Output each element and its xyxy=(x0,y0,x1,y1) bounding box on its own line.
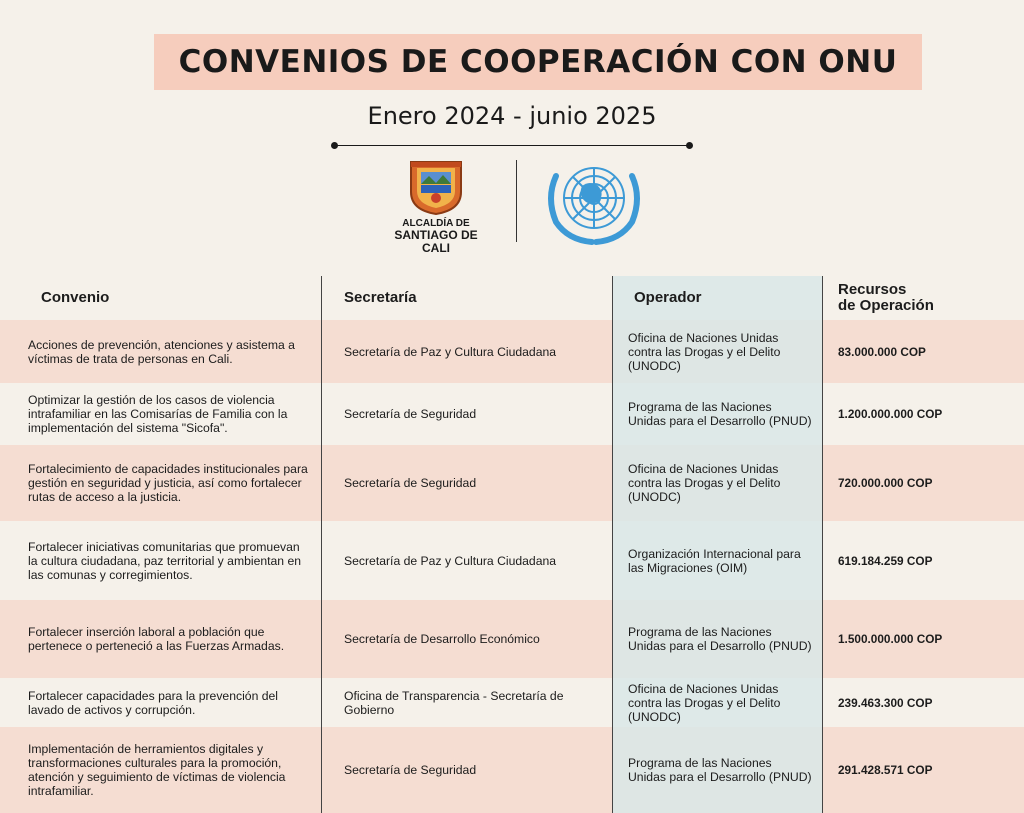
convenio-cell: Fortalecer iniciativas comunitarias que promuevan la cultura ciudadana, paz territorial y ambientan en las comunas y corregimientos. xyxy=(28,539,302,582)
secretaria-cell: Secretaría de Paz y Cultura Ciudadana xyxy=(344,553,557,568)
convenio-cell: Implementación de herramientos digitales y transformaciones culturales para la promoción, atención y seguimiento de víctimas de violencia intrafamiliar. xyxy=(28,742,286,798)
secretaria-cell: Secretaría de Seguridad xyxy=(344,407,477,421)
recursos-cell: 1.200.000.000 COP xyxy=(838,407,943,421)
recursos-cell: 291.428.571 COP xyxy=(838,763,933,777)
operador-cell: Oficina de Naciones Unidas contra las Drogas y el Delito (UNODC) xyxy=(628,462,781,504)
header-recursos: Recursos de Operación xyxy=(838,281,934,314)
recursos-cell: 619.184.259 COP xyxy=(838,553,933,568)
operador-cell: Programa de las Naciones Unidas para el Desarrollo (PNUD) xyxy=(628,400,812,428)
operador-cell: Oficina de Naciones Unidas contra las Drogas y el Delito (UNODC) xyxy=(628,681,781,724)
convenio-cell: Acciones de prevención, atenciones y asistema a víctimas de trata de personas en Cali. xyxy=(28,337,295,366)
secretaria-cell: Secretaría de Seguridad xyxy=(344,763,477,777)
column-divider xyxy=(822,276,823,813)
operador-cell: Oficina de Naciones Unidas contra las Drogas y el Delito (UNODC) xyxy=(628,330,781,373)
cali-coat-of-arms-icon xyxy=(407,158,465,216)
page-subtitle: Enero 2024 - junio 2025 xyxy=(367,102,657,130)
cali-logo xyxy=(380,158,492,255)
operador-cell: Programa de las Naciones Unidas para el Desarrollo (PNUD) xyxy=(628,625,812,653)
recursos-cell: 83.000.000 COP xyxy=(838,344,926,359)
header-divider xyxy=(334,145,690,146)
un-emblem-icon xyxy=(542,156,646,246)
secretaria-cell: Secretaría de Paz y Cultura Ciudadana xyxy=(344,344,557,359)
convenio-cell: Fortalecer capacidades para la prevención del lavado de activos y corrupción. xyxy=(28,688,278,717)
recursos-cell: 239.463.300 COP xyxy=(838,695,933,710)
un-logo xyxy=(542,156,646,251)
column-divider xyxy=(612,276,613,813)
convenio-cell: Fortalecimiento de capacidades institucionales para gestión en seguridad y justicia, así como fortalecer rutas de acceso a la justicia. xyxy=(28,462,308,504)
recursos-cell: 1.500.000.000 COP xyxy=(838,632,943,646)
cali-logo-line2: SANTIAGO DE CALI xyxy=(394,228,478,255)
header-convenio: Convenio xyxy=(41,289,110,306)
header-secretaria: Secretaría xyxy=(344,289,417,306)
secretaria-cell: Secretaría de Seguridad xyxy=(344,476,477,490)
operador-cell: Organización Internacional para las Migraciones (OIM) xyxy=(628,546,801,575)
operador-cell: Programa de las Naciones Unidas para el Desarrollo (PNUD) xyxy=(628,756,812,784)
page-title: CONVENIOS DE COOPERACIÓN CON ONU xyxy=(178,44,898,80)
column-divider xyxy=(321,276,322,813)
convenio-cell: Fortalecer inserción laboral a población que pertenece o perteneció a las Fuerzas Armadas. xyxy=(28,625,285,653)
secretaria-cell: Oficina de Transparencia - Secretaría de Gobierno xyxy=(344,688,564,717)
logo-separator xyxy=(516,160,517,242)
secretaria-cell: Secretaría de Desarrollo Económico xyxy=(344,632,540,646)
convenio-cell: Optimizar la gestión de los casos de violencia intrafamiliar en las Comisarías de Familia con la implementación del sistema "Sicofa". xyxy=(28,393,288,435)
recursos-cell: 720.000.000 COP xyxy=(838,476,933,490)
cali-logo-line1: ALCALDÍA DE xyxy=(402,218,470,229)
title-band xyxy=(154,34,922,90)
header-operador: Operador xyxy=(634,289,702,306)
